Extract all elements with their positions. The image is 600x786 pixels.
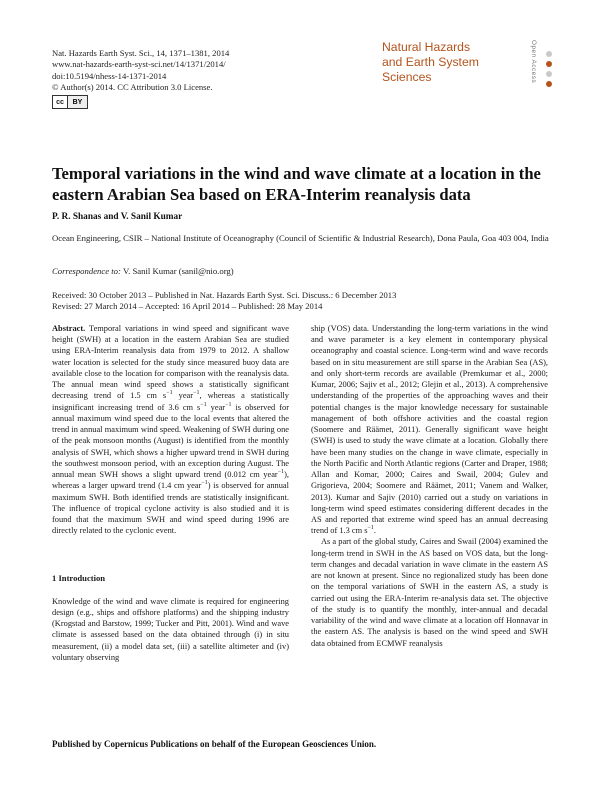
right-column xyxy=(311,323,548,649)
abstract-text: year xyxy=(206,402,226,412)
abstract xyxy=(52,323,289,536)
journal-logo xyxy=(382,40,552,104)
superscript: −1 xyxy=(225,401,232,408)
abstract-text: Temporal variations in wind speed and significant wave height (SWH) at a location in the eastern Arabian Sea are studied using ERA-Interim reanalysis data from 1979 to 2012. A shallow water location is selected for the study since measured buoy data are available close to the location for comparison with the reanalysis data. The annual mean wind speed shows a statistically significant decreasing trend of 1.5 cm s xyxy=(52,324,289,401)
article-title: Temporal variations in the wind and wave climate at a location in the eastern Arabian Sea based on ERA-Interim reanalysis data xyxy=(52,164,541,204)
cc-icon: cc xyxy=(53,96,68,108)
superscript: −1 xyxy=(277,469,285,476)
superscript: −1 xyxy=(201,480,208,487)
dates-received: Received: 30 October 2013 – Published in Nat. Hazards Earth Syst. Sci. Discuss.: 6 December 2013 xyxy=(52,290,397,300)
citation-line: Nat. Hazards Earth Syst. Sci., 14, 1371–1381, 2014 xyxy=(52,48,230,58)
body-text: ship (VOS) data. Understanding the long-term variations in the wind and wave parameter is a key element in contemporary physical oceanography and coastal science. Long-term wind and wave records based on in situ measurement are still sparse in the Arabian Sea (AS), and only short-term records are available (Premkumar et al., 2000; Kumar, 2006; Sajiv et al., 2012; Glejin et al., 2013). A comprehensive understanding of the properties of the approaching waves and their potential changes is the major knowledge necessary for sustainable management of both offshore activities and the coastal region (Soomere and Räämet, 2011). Generally significant wave height (SWH) is used to study the wave climate at a location. Globally there have been many studies on the change in wave climate, especially in the North Pacific and North Atlantic regions (Carter and Draper, 1988; Allan and Komar, 2000; Caires and Swail, 2004; Gulev and Grigorieva, 2004; Soomere and Räämet, 2011; Vanem and Walker, 2013). Kumar and Sajiv (2010) carried out a study on variations in long-term wind speed estimates considering different decades in the AS and reported that extreme wind speed has an annual decreasing trend of 1.3 cm s xyxy=(311,324,548,536)
by-icon: BY xyxy=(72,98,83,106)
journal-name xyxy=(382,40,552,86)
open-access-label: Open Access xyxy=(530,40,537,84)
superscript: −1 xyxy=(166,390,173,397)
open-access-icon xyxy=(542,48,556,92)
abstract-text: year xyxy=(172,391,194,401)
article-dates xyxy=(52,290,396,312)
citation-block xyxy=(52,48,229,109)
article-authors: P. R. Shanas and V. Sanil Kumar xyxy=(52,212,183,222)
article-url[interactable]: www.nat-hazards-earth-syst-sci.net/14/1371/2014/ xyxy=(52,59,226,70)
superscript: −1 xyxy=(200,401,207,408)
section-heading-introduction: 1 Introduction xyxy=(52,573,106,584)
journal-name-line: Natural Hazards xyxy=(382,40,471,54)
correspondence-contact[interactable]: V. Sanil Kumar (sanil@nio.org) xyxy=(122,266,234,276)
introduction-paragraph: Knowledge of the wind and wave climate is required for engineering design (e.g., ships and offshore platforms) and the shipping industry (Krogstad and Barstow, 1999; Tucker and Pitt, 2001). Wind and wave climate is assessed based on the data obtained through (i) in situ measurement, (ii) a model data set, (iii) a satellite altimeter and (iv) voluntary observing xyxy=(52,596,289,662)
body-paragraph xyxy=(311,323,548,536)
article-doi[interactable]: doi:10.5194/nhess-14-1371-2014 xyxy=(52,70,167,81)
abstract-label: Abstract. xyxy=(52,324,86,333)
cc-license-badge[interactable] xyxy=(52,95,88,109)
abstract-text: ), whereas a larger upward trend (1.4 cm year xyxy=(52,470,289,491)
copyright-line: © Author(s) 2014. CC Attribution 3.0 License. xyxy=(52,81,213,92)
dates-revised: Revised: 27 March 2014 – Accepted: 16 April 2014 – Published: 28 May 2014 xyxy=(52,301,323,312)
article-affiliation: Ocean Engineering, CSIR – National Institute of Oceanography (Council of Scientific & Industrial Research), Dona Paula, Goa 403 004, India xyxy=(52,233,549,243)
abstract-text: ) is observed for annual maximum SWH. Both identified trends are statistically insignificant. The influence of tropical cyclone activity is also studied and it is found that the maximum SWH and wind speed during 1996 are directly related to the cyclonic event. xyxy=(52,481,289,536)
left-column xyxy=(52,323,289,663)
body-text: . xyxy=(373,526,377,536)
journal-name-line: Sciences xyxy=(382,70,432,85)
publisher-footer: Published by Copernicus Publications on behalf of the European Geosciences Union. xyxy=(52,739,377,749)
superscript: −1 xyxy=(367,525,374,532)
correspondence-label: Correspondence to: xyxy=(52,266,121,276)
journal-name-line: and Earth System xyxy=(382,55,479,70)
abstract-text: , whereas a statistically insignificant increasing trend of 3.6 cm s xyxy=(52,391,289,412)
abstract-text: is observed for annual maximum wind speed due to the local events that altered the trend in annual maximum wind speed. Weakening of SWH during one of the peak monsoon months (August) is identified from the monthly analysis of SWH, which shows a higher upward trend in SWH during the southwest monsoon period, with an exception during August. The annual mean SWH shows a slight upward trend (0.012 cm year xyxy=(52,402,289,480)
body-paragraph: As a part of the global study, Caires and Swail (2004) examined the long-term trend in SWH in the AS based on VOS data, but the long-term changes and decadal variation in wave climate in the eastern AS are not known at present. Since no regionalized study has been done on the temporal variations of SWH in the eastern AS, a study is carried out using the ERA-Interim re-analysis data set. The objective of the study is to quantify the monthly, inter-annual and decadal variability of the wind and wave climate at a location off Honnavar in the eastern AS. The analysis is based on the wind speed and SWH data obtained from ECMWF reanalysis xyxy=(311,537,548,648)
correspondence xyxy=(52,266,234,276)
superscript: −1 xyxy=(193,390,200,397)
